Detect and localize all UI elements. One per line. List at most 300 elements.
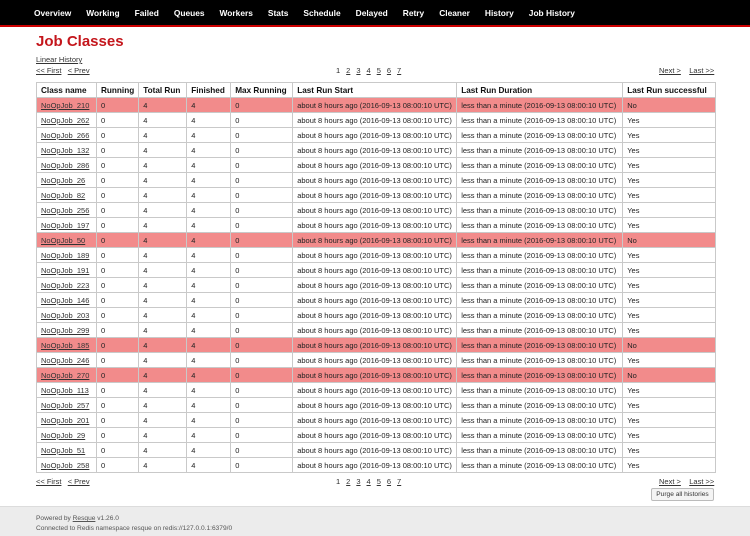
table-header-row xyxy=(37,83,716,98)
cell-start: about 8 hours ago (2016-09-13 08:00:10 UTC) xyxy=(293,353,457,368)
cell-class-name xyxy=(37,428,97,443)
cell-max: 0 xyxy=(231,338,293,353)
table-row xyxy=(37,143,716,158)
cell-running: 0 xyxy=(97,218,139,233)
cell-class-name xyxy=(37,398,97,413)
pager-bottom-right xyxy=(659,477,714,486)
cell-duration: less than a minute (2016-09-13 08:00:10 UTC) xyxy=(457,278,623,293)
job-class-link[interactable]: NoOpJob_50 xyxy=(41,235,86,245)
page-4[interactable]: 4 xyxy=(366,66,371,75)
page-7[interactable]: 7 xyxy=(397,66,402,75)
cell-total: 4 xyxy=(139,308,187,323)
cell-max: 0 xyxy=(231,188,293,203)
cell-total: 4 xyxy=(139,458,187,473)
cell-total: 4 xyxy=(139,383,187,398)
cell-max: 0 xyxy=(231,428,293,443)
cell-total: 4 xyxy=(139,188,187,203)
cell-duration: less than a minute (2016-09-13 08:00:10 UTC) xyxy=(457,248,623,263)
first-page-link-bottom[interactable]: << First xyxy=(36,477,62,486)
column-header-last-run-duration: Last Run Duration xyxy=(457,83,623,98)
table-row xyxy=(37,203,716,218)
job-class-link[interactable]: NoOpJob_270 xyxy=(41,370,90,380)
cell-start: about 8 hours ago (2016-09-13 08:00:10 UTC) xyxy=(293,383,457,398)
nav-schedule[interactable]: Schedule xyxy=(303,7,341,18)
cell-total: 4 xyxy=(139,323,187,338)
table-row xyxy=(37,458,716,473)
page-7-bottom[interactable]: 7 xyxy=(397,477,402,486)
page-1: 1 xyxy=(336,66,341,75)
cell-running: 0 xyxy=(97,308,139,323)
cell-running: 0 xyxy=(97,143,139,158)
cell-total: 4 xyxy=(139,218,187,233)
cell-success: Yes xyxy=(623,428,716,443)
cell-total: 4 xyxy=(139,143,187,158)
cell-total: 4 xyxy=(139,233,187,248)
cell-running: 0 xyxy=(97,248,139,263)
cell-max: 0 xyxy=(231,263,293,278)
job-class-link[interactable]: NoOpJob_262 xyxy=(41,115,90,125)
cell-duration: less than a minute (2016-09-13 08:00:10 UTC) xyxy=(457,443,623,458)
cell-running: 0 xyxy=(97,278,139,293)
cell-class-name xyxy=(37,113,97,128)
cell-success: Yes xyxy=(623,308,716,323)
prev-page-link[interactable]: < Prev xyxy=(67,66,90,75)
job-class-link[interactable]: NoOpJob_203 xyxy=(41,310,90,320)
page-5[interactable]: 5 xyxy=(376,66,381,75)
cell-running: 0 xyxy=(97,443,139,458)
cell-duration: less than a minute (2016-09-13 08:00:10 UTC) xyxy=(457,413,623,428)
column-header-max-running: Max Running xyxy=(231,83,293,98)
cell-start: about 8 hours ago (2016-09-13 08:00:10 UTC) xyxy=(293,278,457,293)
job-class-link[interactable]: NoOpJob_51 xyxy=(41,445,86,455)
job-class-link[interactable]: NoOpJob_29 xyxy=(41,430,86,440)
page-2[interactable]: 2 xyxy=(346,66,351,75)
cell-success: Yes xyxy=(623,188,716,203)
cell-success: Yes xyxy=(623,398,716,413)
cell-total: 4 xyxy=(139,248,187,263)
last-page-link-bottom[interactable]: Last >> xyxy=(689,477,715,486)
job-class-link[interactable]: NoOpJob_246 xyxy=(41,355,90,365)
footer-powered-prefix: Powered by xyxy=(36,515,71,522)
cell-duration: less than a minute (2016-09-13 08:00:10 UTC) xyxy=(457,158,623,173)
table-row xyxy=(37,368,716,383)
cell-running: 0 xyxy=(97,353,139,368)
cell-success: Yes xyxy=(623,248,716,263)
cell-start: about 8 hours ago (2016-09-13 08:00:10 UTC) xyxy=(293,233,457,248)
cell-running: 0 xyxy=(97,368,139,383)
cell-start: about 8 hours ago (2016-09-13 08:00:10 UTC) xyxy=(293,398,457,413)
cell-max: 0 xyxy=(231,383,293,398)
cell-success: No xyxy=(623,233,716,248)
cell-success: Yes xyxy=(623,128,716,143)
cell-running: 0 xyxy=(97,188,139,203)
cell-finished: 4 xyxy=(187,143,231,158)
job-class-link[interactable]: NoOpJob_191 xyxy=(41,265,90,275)
job-class-link[interactable]: NoOpJob_210 xyxy=(41,100,90,110)
cell-success: Yes xyxy=(623,203,716,218)
cell-success: No xyxy=(623,338,716,353)
table-row xyxy=(37,413,716,428)
cell-start: about 8 hours ago (2016-09-13 08:00:10 UTC) xyxy=(293,98,457,113)
footer-powered-by xyxy=(36,515,119,522)
cell-class-name xyxy=(37,128,97,143)
cell-finished: 4 xyxy=(187,398,231,413)
top-navigation-bar xyxy=(0,0,750,27)
cell-success: No xyxy=(623,98,716,113)
cell-total: 4 xyxy=(139,398,187,413)
job-class-link[interactable]: NoOpJob_223 xyxy=(41,280,90,290)
cell-max: 0 xyxy=(231,218,293,233)
table-row xyxy=(37,248,716,263)
job-class-link[interactable]: NoOpJob_26 xyxy=(41,175,86,185)
cell-running: 0 xyxy=(97,293,139,308)
purge-all-histories-button[interactable]: Purge all histories xyxy=(651,488,714,501)
cell-total: 4 xyxy=(139,203,187,218)
cell-start: about 8 hours ago (2016-09-13 08:00:10 UTC) xyxy=(293,143,457,158)
job-class-link[interactable]: NoOpJob_266 xyxy=(41,130,90,140)
cell-start: about 8 hours ago (2016-09-13 08:00:10 UTC) xyxy=(293,128,457,143)
cell-max: 0 xyxy=(231,203,293,218)
cell-success: Yes xyxy=(623,173,716,188)
footer xyxy=(0,506,750,536)
cell-finished: 4 xyxy=(187,383,231,398)
cell-success: Yes xyxy=(623,443,716,458)
cell-start: about 8 hours ago (2016-09-13 08:00:10 UTC) xyxy=(293,203,457,218)
column-header-finished: Finished xyxy=(187,83,231,98)
table-row xyxy=(37,443,716,458)
cell-class-name xyxy=(37,203,97,218)
cell-max: 0 xyxy=(231,128,293,143)
job-class-link[interactable]: NoOpJob_299 xyxy=(41,325,90,335)
cell-start: about 8 hours ago (2016-09-13 08:00:10 UTC) xyxy=(293,323,457,338)
table-row xyxy=(37,98,716,113)
cell-running: 0 xyxy=(97,458,139,473)
cell-total: 4 xyxy=(139,113,187,128)
page-1-bottom: 1 xyxy=(336,477,341,486)
page-6[interactable]: 6 xyxy=(386,66,392,75)
cell-running: 0 xyxy=(97,128,139,143)
cell-max: 0 xyxy=(231,143,293,158)
table-row xyxy=(37,323,716,338)
cell-success: Yes xyxy=(623,293,716,308)
cell-finished: 4 xyxy=(187,128,231,143)
cell-duration: less than a minute (2016-09-13 08:00:10 UTC) xyxy=(457,383,623,398)
cell-finished: 4 xyxy=(187,98,231,113)
cell-duration: less than a minute (2016-09-13 08:00:10 UTC) xyxy=(457,128,623,143)
cell-success: Yes xyxy=(623,458,716,473)
cell-class-name xyxy=(37,143,97,158)
nav-history[interactable]: History xyxy=(484,7,514,18)
cell-duration: less than a minute (2016-09-13 08:00:10 UTC) xyxy=(457,203,623,218)
cell-running: 0 xyxy=(97,263,139,278)
job-class-link[interactable]: NoOpJob_201 xyxy=(41,415,90,425)
cell-class-name xyxy=(37,233,97,248)
cell-class-name xyxy=(37,383,97,398)
cell-class-name xyxy=(37,248,97,263)
cell-finished: 4 xyxy=(187,188,231,203)
cell-success: Yes xyxy=(623,113,716,128)
cell-total: 4 xyxy=(139,443,187,458)
cell-finished: 4 xyxy=(187,278,231,293)
page-3-bottom[interactable]: 3 xyxy=(356,477,361,486)
cell-duration: less than a minute (2016-09-13 08:00:10 UTC) xyxy=(457,398,623,413)
cell-class-name xyxy=(37,278,97,293)
cell-max: 0 xyxy=(231,458,293,473)
cell-finished: 4 xyxy=(187,173,231,188)
cell-finished: 4 xyxy=(187,158,231,173)
job-class-link[interactable]: NoOpJob_256 xyxy=(41,205,90,215)
cell-duration: less than a minute (2016-09-13 08:00:10 UTC) xyxy=(457,188,623,203)
next-page-link-bottom[interactable]: Next > xyxy=(659,477,681,486)
cell-start: about 8 hours ago (2016-09-13 08:00:10 UTC) xyxy=(293,443,457,458)
cell-class-name xyxy=(37,98,97,113)
cell-max: 0 xyxy=(231,113,293,128)
cell-class-name xyxy=(37,158,97,173)
cell-total: 4 xyxy=(139,173,187,188)
cell-success: Yes xyxy=(623,158,716,173)
next-page-link[interactable]: Next > xyxy=(659,66,681,75)
cell-max: 0 xyxy=(231,158,293,173)
linear-history-link[interactable]: Linear History xyxy=(36,55,83,64)
first-page-link[interactable]: << First xyxy=(36,66,62,75)
nav-retry[interactable]: Retry xyxy=(402,7,425,18)
job-class-link[interactable]: NoOpJob_258 xyxy=(41,460,90,470)
cell-total: 4 xyxy=(139,368,187,383)
cell-class-name xyxy=(37,173,97,188)
nav-cleaner[interactable]: Cleaner xyxy=(439,7,470,18)
cell-class-name xyxy=(37,368,97,383)
cell-start: about 8 hours ago (2016-09-13 08:00:10 UTC) xyxy=(293,338,457,353)
cell-success: Yes xyxy=(623,413,716,428)
pager-bottom-left xyxy=(36,477,90,486)
cell-total: 4 xyxy=(139,158,187,173)
cell-running: 0 xyxy=(97,323,139,338)
cell-max: 0 xyxy=(231,368,293,383)
cell-duration: less than a minute (2016-09-13 08:00:10 UTC) xyxy=(457,113,623,128)
prev-page-link-bottom[interactable]: < Prev xyxy=(67,477,90,486)
cell-start: about 8 hours ago (2016-09-13 08:00:10 UTC) xyxy=(293,188,457,203)
cell-start: about 8 hours ago (2016-09-13 08:00:10 UTC) xyxy=(293,158,457,173)
cell-running: 0 xyxy=(97,338,139,353)
page-5-bottom[interactable]: 5 xyxy=(376,477,381,486)
pager-top-right xyxy=(659,66,714,75)
cell-total: 4 xyxy=(139,353,187,368)
job-class-link[interactable]: NoOpJob_132 xyxy=(41,145,90,155)
cell-success: Yes xyxy=(623,218,716,233)
nav-failed[interactable]: Failed xyxy=(134,7,159,18)
cell-running: 0 xyxy=(97,98,139,113)
table-row xyxy=(37,383,716,398)
job-class-link[interactable]: NoOpJob_113 xyxy=(41,385,89,395)
job-class-link[interactable]: NoOpJob_146 xyxy=(41,295,90,305)
main-nav xyxy=(34,0,590,25)
table-row xyxy=(37,158,716,173)
column-header-running: Running xyxy=(97,83,139,98)
cell-running: 0 xyxy=(97,158,139,173)
cell-start: about 8 hours ago (2016-09-13 08:00:10 UTC) xyxy=(293,308,457,323)
cell-duration: less than a minute (2016-09-13 08:00:10 UTC) xyxy=(457,353,623,368)
table-row xyxy=(37,278,716,293)
page-4-bottom[interactable]: 4 xyxy=(366,477,371,486)
cell-max: 0 xyxy=(231,233,293,248)
cell-class-name xyxy=(37,443,97,458)
job-class-link[interactable]: NoOpJob_286 xyxy=(41,160,90,170)
cell-total: 4 xyxy=(139,278,187,293)
job-class-link[interactable]: NoOpJob_185 xyxy=(41,340,90,350)
cell-success: Yes xyxy=(623,383,716,398)
cell-class-name xyxy=(37,188,97,203)
cell-success: Yes xyxy=(623,278,716,293)
cell-duration: less than a minute (2016-09-13 08:00:10 UTC) xyxy=(457,458,623,473)
cell-finished: 4 xyxy=(187,218,231,233)
cell-class-name xyxy=(37,323,97,338)
cell-finished: 4 xyxy=(187,368,231,383)
cell-start: about 8 hours ago (2016-09-13 08:00:10 UTC) xyxy=(293,368,457,383)
cell-max: 0 xyxy=(231,353,293,368)
nav-workers[interactable]: Workers xyxy=(219,7,253,18)
table-row xyxy=(37,233,716,248)
page-title: Job Classes xyxy=(36,33,124,50)
table-row xyxy=(37,338,716,353)
page-3[interactable]: 3 xyxy=(356,66,361,75)
cell-finished: 4 xyxy=(187,428,231,443)
footer-connection-info: Connected to Redis namespace resque on redis://127.0.0.1:6379/0 xyxy=(36,525,233,532)
page-numbers-bottom xyxy=(336,477,407,486)
table-row xyxy=(37,293,716,308)
cell-class-name xyxy=(37,308,97,323)
cell-finished: 4 xyxy=(187,458,231,473)
cell-finished: 4 xyxy=(187,308,231,323)
cell-start: about 8 hours ago (2016-09-13 08:00:10 UTC) xyxy=(293,293,457,308)
nav-queues[interactable]: Queues xyxy=(173,7,205,18)
cell-class-name xyxy=(37,338,97,353)
cell-max: 0 xyxy=(231,398,293,413)
job-class-link[interactable]: NoOpJob_189 xyxy=(41,250,90,260)
job-class-link[interactable]: NoOpJob_197 xyxy=(41,220,90,230)
cell-running: 0 xyxy=(97,428,139,443)
table-row xyxy=(37,308,716,323)
cell-start: about 8 hours ago (2016-09-13 08:00:10 UTC) xyxy=(293,218,457,233)
cell-duration: less than a minute (2016-09-13 08:00:10 UTC) xyxy=(457,173,623,188)
cell-duration: less than a minute (2016-09-13 08:00:10 UTC) xyxy=(457,293,623,308)
cell-max: 0 xyxy=(231,413,293,428)
cell-running: 0 xyxy=(97,203,139,218)
cell-duration: less than a minute (2016-09-13 08:00:10 UTC) xyxy=(457,308,623,323)
cell-total: 4 xyxy=(139,128,187,143)
cell-class-name xyxy=(37,263,97,278)
cell-total: 4 xyxy=(139,413,187,428)
cell-running: 0 xyxy=(97,398,139,413)
cell-max: 0 xyxy=(231,443,293,458)
cell-total: 4 xyxy=(139,263,187,278)
nav-delayed[interactable]: Delayed xyxy=(355,7,388,18)
nav-overview[interactable]: Overview xyxy=(34,7,72,18)
cell-running: 0 xyxy=(97,233,139,248)
cell-running: 0 xyxy=(97,383,139,398)
cell-max: 0 xyxy=(231,293,293,308)
job-class-link[interactable]: NoOpJob_82 xyxy=(41,190,86,200)
cell-start: about 8 hours ago (2016-09-13 08:00:10 UTC) xyxy=(293,458,457,473)
cell-class-name xyxy=(37,293,97,308)
table-row xyxy=(37,128,716,143)
nav-job-history[interactable]: Job History xyxy=(528,7,575,18)
cell-max: 0 xyxy=(231,323,293,338)
cell-duration: less than a minute (2016-09-13 08:00:10 UTC) xyxy=(457,338,623,353)
cell-success: No xyxy=(623,368,716,383)
cell-max: 0 xyxy=(231,173,293,188)
cell-duration: less than a minute (2016-09-13 08:00:10 UTC) xyxy=(457,263,623,278)
cell-finished: 4 xyxy=(187,293,231,308)
cell-class-name xyxy=(37,218,97,233)
cell-finished: 4 xyxy=(187,323,231,338)
cell-start: about 8 hours ago (2016-09-13 08:00:10 UTC) xyxy=(293,248,457,263)
cell-start: about 8 hours ago (2016-09-13 08:00:10 UTC) xyxy=(293,173,457,188)
table-row xyxy=(37,353,716,368)
cell-total: 4 xyxy=(139,98,187,113)
nav-working[interactable]: Working xyxy=(86,7,120,18)
cell-success: Yes xyxy=(623,263,716,278)
cell-max: 0 xyxy=(231,98,293,113)
cell-duration: less than a minute (2016-09-13 08:00:10 UTC) xyxy=(457,323,623,338)
cell-duration: less than a minute (2016-09-13 08:00:10 UTC) xyxy=(457,368,623,383)
cell-finished: 4 xyxy=(187,413,231,428)
table-row xyxy=(37,263,716,278)
table-row xyxy=(37,173,716,188)
cell-total: 4 xyxy=(139,338,187,353)
cell-running: 0 xyxy=(97,413,139,428)
cell-finished: 4 xyxy=(187,233,231,248)
page-6-bottom[interactable]: 6 xyxy=(386,477,392,486)
cell-success: Yes xyxy=(623,353,716,368)
cell-finished: 4 xyxy=(187,353,231,368)
cell-max: 0 xyxy=(231,248,293,263)
cell-finished: 4 xyxy=(187,443,231,458)
cell-start: about 8 hours ago (2016-09-13 08:00:10 UTC) xyxy=(293,413,457,428)
table-row xyxy=(37,218,716,233)
cell-finished: 4 xyxy=(187,113,231,128)
column-header-last-run-successful: Last Run successful xyxy=(623,83,716,98)
nav-stats[interactable]: Stats xyxy=(267,7,289,18)
cell-running: 0 xyxy=(97,113,139,128)
column-header-class-name: Class name xyxy=(37,83,97,98)
cell-class-name xyxy=(37,458,97,473)
job-class-link[interactable]: NoOpJob_257 xyxy=(41,400,90,410)
cell-duration: less than a minute (2016-09-13 08:00:10 UTC) xyxy=(457,143,623,158)
footer-version: v1.26.0 xyxy=(97,515,119,522)
page-2-bottom[interactable]: 2 xyxy=(346,477,351,486)
column-header-total-run: Total Run xyxy=(139,83,187,98)
page-numbers-top xyxy=(336,66,407,75)
table-row xyxy=(37,398,716,413)
pager-top-left xyxy=(36,66,90,75)
cell-finished: 4 xyxy=(187,248,231,263)
cell-finished: 4 xyxy=(187,263,231,278)
cell-finished: 4 xyxy=(187,338,231,353)
table-row xyxy=(37,428,716,443)
cell-finished: 4 xyxy=(187,203,231,218)
cell-duration: less than a minute (2016-09-13 08:00:10 UTC) xyxy=(457,98,623,113)
cell-max: 0 xyxy=(231,308,293,323)
cell-duration: less than a minute (2016-09-13 08:00:10 UTC) xyxy=(457,218,623,233)
resque-link[interactable]: Resque xyxy=(72,515,96,522)
cell-duration: less than a minute (2016-09-13 08:00:10 UTC) xyxy=(457,233,623,248)
cell-start: about 8 hours ago (2016-09-13 08:00:10 UTC) xyxy=(293,263,457,278)
cell-duration: less than a minute (2016-09-13 08:00:10 UTC) xyxy=(457,428,623,443)
cell-start: about 8 hours ago (2016-09-13 08:00:10 UTC) xyxy=(293,113,457,128)
cell-total: 4 xyxy=(139,428,187,443)
last-page-link[interactable]: Last >> xyxy=(689,66,715,75)
cell-class-name xyxy=(37,413,97,428)
